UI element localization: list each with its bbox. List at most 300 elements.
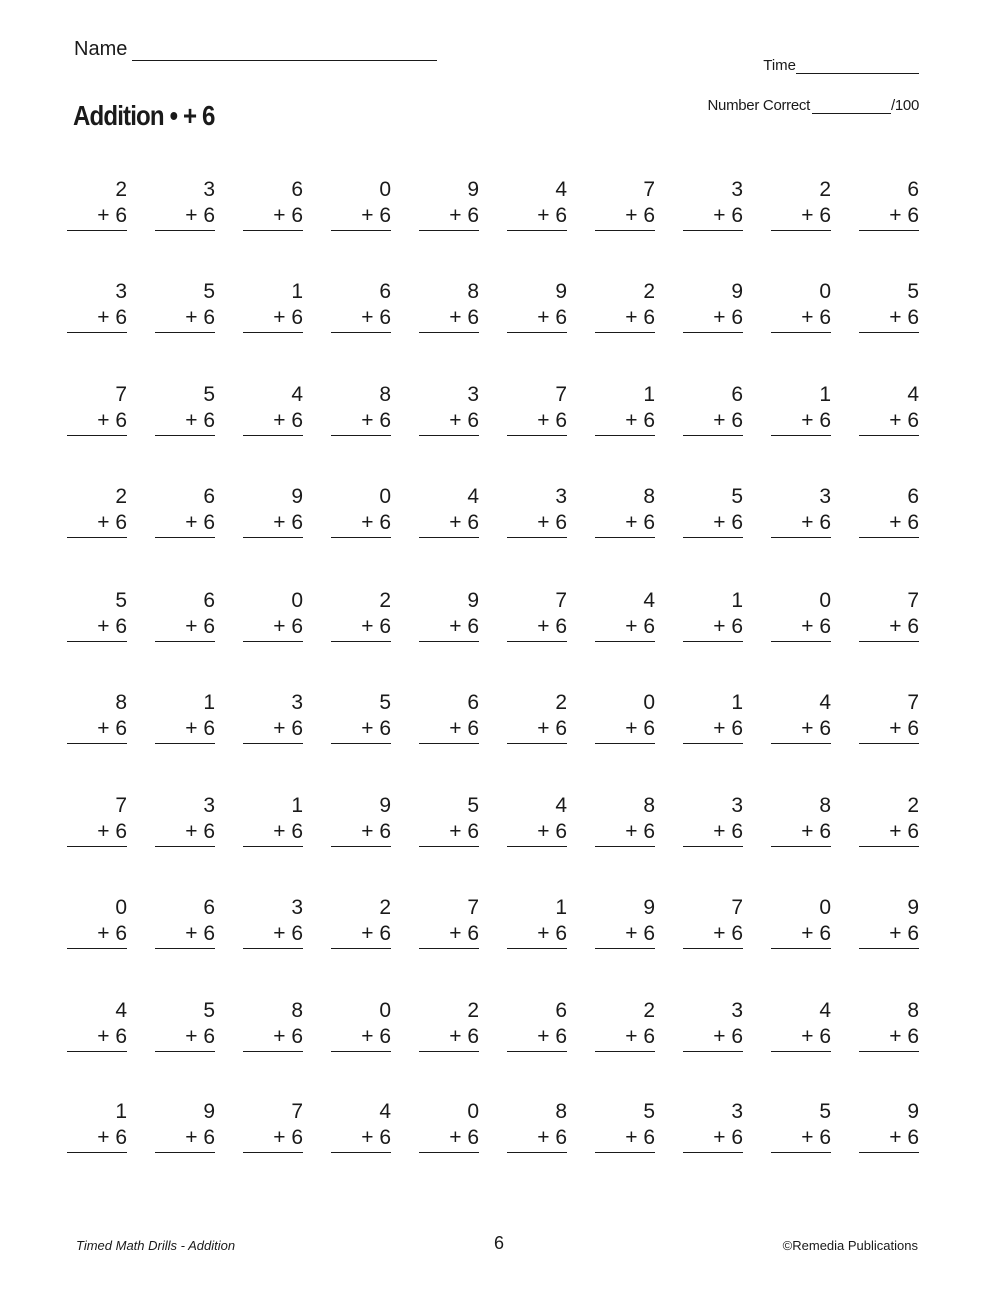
problem-top-number: 4 xyxy=(907,383,919,406)
problem-addend: + 6 xyxy=(595,1024,655,1052)
name-label: Name xyxy=(74,38,128,60)
addition-problem xyxy=(155,588,215,642)
problem-top-number: 8 xyxy=(115,691,127,714)
addition-problem xyxy=(771,895,831,949)
addition-problem xyxy=(155,998,215,1052)
problem-addend: + 6 xyxy=(331,305,391,333)
problem-top-number: 2 xyxy=(643,280,655,303)
problem-addend: + 6 xyxy=(67,614,127,642)
problem-top-number: 3 xyxy=(819,485,831,508)
problem-addend: + 6 xyxy=(859,716,919,744)
problem-addend: + 6 xyxy=(859,203,919,231)
addition-problem xyxy=(595,895,655,949)
problem-top-number: 0 xyxy=(379,485,391,508)
problem-top-number: 4 xyxy=(379,1100,391,1123)
addition-problem xyxy=(331,588,391,642)
problem-top-number: 6 xyxy=(907,178,919,201)
problem-addend: + 6 xyxy=(771,1125,831,1153)
problem-addend: + 6 xyxy=(331,1125,391,1153)
problem-addend: + 6 xyxy=(243,1024,303,1052)
problem-addend: + 6 xyxy=(683,1024,743,1052)
addition-problem xyxy=(331,177,391,231)
problem-top-number: 3 xyxy=(731,794,743,817)
problem-addend: + 6 xyxy=(683,819,743,847)
addition-problem xyxy=(243,1099,303,1153)
addition-problem xyxy=(771,998,831,1052)
addition-problem xyxy=(243,484,303,538)
problem-top-number: 7 xyxy=(115,794,127,817)
addition-problem xyxy=(595,998,655,1052)
addition-problem xyxy=(155,484,215,538)
problem-addend: + 6 xyxy=(243,921,303,949)
problem-addend: + 6 xyxy=(771,614,831,642)
problem-top-number: 3 xyxy=(467,383,479,406)
problem-addend: + 6 xyxy=(67,305,127,333)
addition-problem xyxy=(155,382,215,436)
problem-top-number: 5 xyxy=(643,1100,655,1123)
problem-addend: + 6 xyxy=(595,408,655,436)
problem-addend: + 6 xyxy=(67,1125,127,1153)
problem-top-number: 8 xyxy=(555,1100,567,1123)
addition-problem xyxy=(507,588,567,642)
problem-top-number: 7 xyxy=(731,896,743,919)
addition-problem xyxy=(595,588,655,642)
problem-top-number: 1 xyxy=(731,589,743,612)
problem-top-number: 3 xyxy=(203,178,215,201)
addition-problem xyxy=(859,1099,919,1153)
number-correct-field[interactable] xyxy=(708,97,920,114)
problem-addend: + 6 xyxy=(67,408,127,436)
addition-problem xyxy=(331,1099,391,1153)
problem-top-number: 9 xyxy=(467,589,479,612)
addition-problem xyxy=(507,998,567,1052)
problem-top-number: 2 xyxy=(379,589,391,612)
problem-top-number: 1 xyxy=(291,794,303,817)
addition-problem xyxy=(771,382,831,436)
problem-addend: + 6 xyxy=(595,614,655,642)
time-line[interactable] xyxy=(796,57,919,74)
addition-problem xyxy=(507,279,567,333)
problem-top-number: 0 xyxy=(819,589,831,612)
problem-addend: + 6 xyxy=(683,305,743,333)
problem-addend: + 6 xyxy=(419,819,479,847)
problem-top-number: 0 xyxy=(379,178,391,201)
problem-addend: + 6 xyxy=(859,1125,919,1153)
problem-addend: + 6 xyxy=(155,819,215,847)
problem-top-number: 0 xyxy=(291,589,303,612)
addition-problem xyxy=(243,690,303,744)
addition-problem xyxy=(419,484,479,538)
problem-top-number: 0 xyxy=(819,280,831,303)
problem-addend: + 6 xyxy=(419,510,479,538)
problem-addend: + 6 xyxy=(683,921,743,949)
problem-addend: + 6 xyxy=(331,510,391,538)
addition-problem xyxy=(331,484,391,538)
footer-copyright: ©Remedia Publications xyxy=(782,1238,918,1253)
addition-problem xyxy=(683,895,743,949)
addition-problem xyxy=(67,484,127,538)
problem-top-number: 3 xyxy=(115,280,127,303)
problem-addend: + 6 xyxy=(331,203,391,231)
problem-addend: + 6 xyxy=(331,921,391,949)
problem-top-number: 9 xyxy=(555,280,567,303)
addition-problem xyxy=(507,895,567,949)
problem-top-number: 5 xyxy=(731,485,743,508)
problem-addend: + 6 xyxy=(331,819,391,847)
problem-top-number: 1 xyxy=(203,691,215,714)
problem-top-number: 1 xyxy=(291,280,303,303)
addition-problem xyxy=(331,382,391,436)
addition-problem xyxy=(155,177,215,231)
problem-top-number: 5 xyxy=(203,383,215,406)
addition-problem xyxy=(859,998,919,1052)
problem-top-number: 3 xyxy=(291,691,303,714)
problem-top-number: 1 xyxy=(555,896,567,919)
problem-addend: + 6 xyxy=(771,921,831,949)
name-field[interactable] xyxy=(74,38,437,61)
problem-addend: + 6 xyxy=(155,716,215,744)
problem-top-number: 5 xyxy=(379,691,391,714)
time-label: Time xyxy=(763,57,796,74)
addition-problem xyxy=(419,588,479,642)
problem-top-number: 4 xyxy=(467,485,479,508)
problem-top-number: 1 xyxy=(643,383,655,406)
name-line[interactable] xyxy=(132,40,437,61)
problem-top-number: 2 xyxy=(643,999,655,1022)
addition-problem xyxy=(683,279,743,333)
problem-addend: + 6 xyxy=(331,614,391,642)
problem-addend: + 6 xyxy=(595,305,655,333)
problem-top-number: 6 xyxy=(203,896,215,919)
addition-problem xyxy=(419,382,479,436)
addition-problem xyxy=(859,382,919,436)
problem-top-number: 4 xyxy=(555,178,567,201)
addition-problem xyxy=(419,1099,479,1153)
problem-addend: + 6 xyxy=(771,1024,831,1052)
worksheet-title: Addition • + 6 xyxy=(73,100,215,131)
problem-top-number: 9 xyxy=(907,896,919,919)
problem-top-number: 3 xyxy=(291,896,303,919)
addition-problem xyxy=(243,793,303,847)
addition-problem xyxy=(683,1099,743,1153)
problem-addend: + 6 xyxy=(859,510,919,538)
problem-top-number: 2 xyxy=(467,999,479,1022)
addition-problem xyxy=(419,690,479,744)
addition-problem xyxy=(771,279,831,333)
problem-addend: + 6 xyxy=(507,1125,567,1153)
problem-top-number: 7 xyxy=(291,1100,303,1123)
problem-top-number: 4 xyxy=(819,691,831,714)
problem-addend: + 6 xyxy=(859,305,919,333)
problem-top-number: 9 xyxy=(379,794,391,817)
addition-problem xyxy=(67,998,127,1052)
problem-addend: + 6 xyxy=(67,1024,127,1052)
problem-top-number: 2 xyxy=(115,485,127,508)
addition-problem xyxy=(683,484,743,538)
problem-addend: + 6 xyxy=(859,614,919,642)
addition-problem xyxy=(507,690,567,744)
problem-addend: + 6 xyxy=(419,305,479,333)
addition-problem xyxy=(331,279,391,333)
problem-top-number: 7 xyxy=(115,383,127,406)
problem-top-number: 9 xyxy=(907,1100,919,1123)
problem-top-number: 4 xyxy=(643,589,655,612)
problem-top-number: 6 xyxy=(731,383,743,406)
addition-problem xyxy=(419,998,479,1052)
addition-problem xyxy=(67,382,127,436)
addition-problem xyxy=(595,177,655,231)
problem-top-number: 2 xyxy=(907,794,919,817)
problem-top-number: 5 xyxy=(907,280,919,303)
addition-problem xyxy=(683,690,743,744)
problem-top-number: 0 xyxy=(643,691,655,714)
addition-problem xyxy=(67,895,127,949)
addition-problem xyxy=(243,588,303,642)
time-field[interactable] xyxy=(763,57,919,74)
problem-top-number: 3 xyxy=(731,999,743,1022)
problem-top-number: 6 xyxy=(291,178,303,201)
problem-addend: + 6 xyxy=(331,408,391,436)
problem-top-number: 8 xyxy=(819,794,831,817)
addition-problem xyxy=(595,690,655,744)
addition-problem xyxy=(155,793,215,847)
problem-addend: + 6 xyxy=(419,614,479,642)
addition-problem xyxy=(67,793,127,847)
problem-top-number: 9 xyxy=(731,280,743,303)
addition-problem xyxy=(595,382,655,436)
addition-problem xyxy=(683,588,743,642)
problem-top-number: 6 xyxy=(203,485,215,508)
problem-top-number: 7 xyxy=(643,178,655,201)
problem-addend: + 6 xyxy=(507,408,567,436)
problem-top-number: 7 xyxy=(555,383,567,406)
problem-top-number: 0 xyxy=(115,896,127,919)
problem-addend: + 6 xyxy=(155,510,215,538)
problem-addend: + 6 xyxy=(507,305,567,333)
addition-problem xyxy=(243,382,303,436)
addition-problem xyxy=(859,793,919,847)
problem-addend: + 6 xyxy=(771,203,831,231)
problem-top-number: 7 xyxy=(555,589,567,612)
addition-problem xyxy=(771,1099,831,1153)
problem-top-number: 9 xyxy=(643,896,655,919)
number-correct-total: /100 xyxy=(891,97,919,114)
addition-problem xyxy=(859,279,919,333)
problem-top-number: 9 xyxy=(203,1100,215,1123)
addition-problem xyxy=(507,793,567,847)
problem-top-number: 2 xyxy=(379,896,391,919)
problem-top-number: 2 xyxy=(115,178,127,201)
problem-addend: + 6 xyxy=(419,203,479,231)
addition-problem xyxy=(331,690,391,744)
problem-addend: + 6 xyxy=(595,1125,655,1153)
addition-problem xyxy=(67,1099,127,1153)
problem-addend: + 6 xyxy=(243,716,303,744)
problem-top-number: 6 xyxy=(555,999,567,1022)
addition-problem xyxy=(419,177,479,231)
problem-addend: + 6 xyxy=(771,408,831,436)
addition-problem xyxy=(331,998,391,1052)
problem-addend: + 6 xyxy=(859,408,919,436)
problem-addend: + 6 xyxy=(419,921,479,949)
addition-problem xyxy=(67,279,127,333)
addition-problem xyxy=(771,793,831,847)
problem-top-number: 6 xyxy=(203,589,215,612)
addition-problem xyxy=(507,177,567,231)
problem-top-number: 5 xyxy=(819,1100,831,1123)
problem-addend: + 6 xyxy=(595,716,655,744)
problem-top-number: 5 xyxy=(115,589,127,612)
addition-problem xyxy=(67,588,127,642)
addition-problem xyxy=(419,279,479,333)
addition-problem xyxy=(771,588,831,642)
addition-problem xyxy=(243,998,303,1052)
problem-top-number: 5 xyxy=(203,999,215,1022)
problem-addend: + 6 xyxy=(859,921,919,949)
addition-problem xyxy=(683,793,743,847)
problem-addend: + 6 xyxy=(331,1024,391,1052)
problem-top-number: 8 xyxy=(291,999,303,1022)
problem-addend: + 6 xyxy=(859,819,919,847)
addition-problem xyxy=(683,177,743,231)
problem-top-number: 6 xyxy=(467,691,479,714)
problem-addend: + 6 xyxy=(243,819,303,847)
problem-addend: + 6 xyxy=(595,203,655,231)
problem-top-number: 3 xyxy=(731,178,743,201)
addition-problem xyxy=(419,895,479,949)
problem-top-number: 8 xyxy=(643,794,655,817)
problem-addend: + 6 xyxy=(419,1125,479,1153)
problem-addend: + 6 xyxy=(419,408,479,436)
addition-problem xyxy=(683,382,743,436)
problem-addend: + 6 xyxy=(683,614,743,642)
problem-addend: + 6 xyxy=(771,510,831,538)
addition-problem xyxy=(155,690,215,744)
problem-addend: + 6 xyxy=(243,305,303,333)
problem-top-number: 2 xyxy=(819,178,831,201)
problem-top-number: 3 xyxy=(203,794,215,817)
problem-addend: + 6 xyxy=(507,716,567,744)
problem-top-number: 8 xyxy=(379,383,391,406)
problem-top-number: 8 xyxy=(643,485,655,508)
problem-top-number: 7 xyxy=(907,589,919,612)
addition-problem xyxy=(331,895,391,949)
addition-problem xyxy=(67,690,127,744)
problem-addend: + 6 xyxy=(155,408,215,436)
addition-problem xyxy=(771,177,831,231)
problem-top-number: 1 xyxy=(819,383,831,406)
addition-problem xyxy=(771,690,831,744)
addition-problem xyxy=(859,690,919,744)
problem-top-number: 1 xyxy=(115,1100,127,1123)
addition-problem xyxy=(155,1099,215,1153)
problem-addend: + 6 xyxy=(507,510,567,538)
problem-addend: + 6 xyxy=(507,614,567,642)
addition-problem xyxy=(595,793,655,847)
problem-addend: + 6 xyxy=(683,203,743,231)
problem-top-number: 8 xyxy=(907,999,919,1022)
problem-addend: + 6 xyxy=(507,1024,567,1052)
addition-problem xyxy=(243,279,303,333)
problem-addend: + 6 xyxy=(771,716,831,744)
problem-addend: + 6 xyxy=(419,716,479,744)
problem-top-number: 8 xyxy=(467,280,479,303)
problem-addend: + 6 xyxy=(155,1125,215,1153)
addition-problem xyxy=(507,484,567,538)
addition-problem xyxy=(67,177,127,231)
addition-problem xyxy=(595,1099,655,1153)
addition-problem xyxy=(419,793,479,847)
problem-addend: + 6 xyxy=(859,1024,919,1052)
problem-addend: + 6 xyxy=(155,921,215,949)
problem-addend: + 6 xyxy=(595,921,655,949)
number-correct-line[interactable] xyxy=(812,97,891,114)
problem-addend: + 6 xyxy=(67,716,127,744)
addition-problem xyxy=(859,484,919,538)
problem-top-number: 4 xyxy=(291,383,303,406)
addition-problem xyxy=(331,793,391,847)
addition-problem xyxy=(507,1099,567,1153)
problem-top-number: 4 xyxy=(819,999,831,1022)
addition-problem xyxy=(595,484,655,538)
problem-addend: + 6 xyxy=(331,716,391,744)
addition-problem xyxy=(155,279,215,333)
problem-addend: + 6 xyxy=(683,408,743,436)
problem-addend: + 6 xyxy=(155,305,215,333)
problem-addend: + 6 xyxy=(507,921,567,949)
page-number: 6 xyxy=(494,1233,505,1253)
problem-top-number: 7 xyxy=(467,896,479,919)
problem-addend: + 6 xyxy=(67,921,127,949)
addition-problem xyxy=(683,998,743,1052)
problem-top-number: 3 xyxy=(555,485,567,508)
addition-problem xyxy=(771,484,831,538)
problem-top-number: 0 xyxy=(467,1100,479,1123)
problem-addend: + 6 xyxy=(67,510,127,538)
problem-addend: + 6 xyxy=(243,203,303,231)
problem-addend: + 6 xyxy=(683,716,743,744)
problem-addend: + 6 xyxy=(155,203,215,231)
addition-problem xyxy=(595,279,655,333)
problem-addend: + 6 xyxy=(243,614,303,642)
problem-top-number: 4 xyxy=(115,999,127,1022)
problem-addend: + 6 xyxy=(67,819,127,847)
problem-addend: + 6 xyxy=(243,408,303,436)
problem-addend: + 6 xyxy=(683,510,743,538)
addition-problem xyxy=(859,895,919,949)
addition-problem xyxy=(859,588,919,642)
addition-problem xyxy=(859,177,919,231)
number-correct-label: Number Correct xyxy=(707,97,810,114)
problem-top-number: 1 xyxy=(731,691,743,714)
problem-addend: + 6 xyxy=(595,819,655,847)
addition-problem xyxy=(243,177,303,231)
problem-addend: + 6 xyxy=(155,614,215,642)
problem-top-number: 2 xyxy=(555,691,567,714)
problem-addend: + 6 xyxy=(243,510,303,538)
problem-top-number: 9 xyxy=(291,485,303,508)
problem-addend: + 6 xyxy=(419,1024,479,1052)
problem-top-number: 9 xyxy=(467,178,479,201)
problem-addend: + 6 xyxy=(771,819,831,847)
problem-top-number: 6 xyxy=(379,280,391,303)
problem-addend: + 6 xyxy=(243,1125,303,1153)
problem-addend: + 6 xyxy=(507,203,567,231)
problem-top-number: 4 xyxy=(555,794,567,817)
problem-addend: + 6 xyxy=(683,1125,743,1153)
problem-top-number: 5 xyxy=(467,794,479,817)
problem-addend: + 6 xyxy=(507,819,567,847)
